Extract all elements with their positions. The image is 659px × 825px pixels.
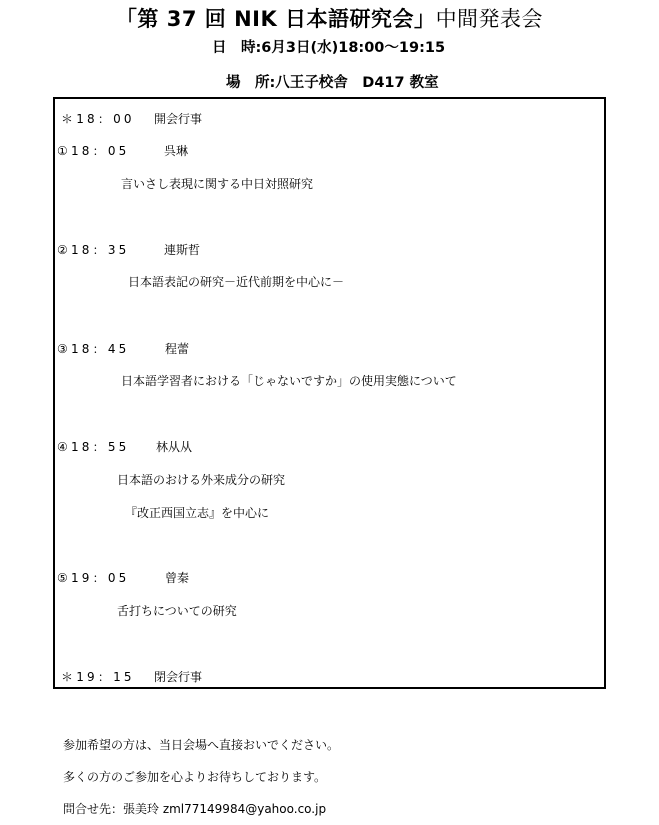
page-title — [0, 6, 659, 32]
closing-row — [61, 669, 203, 685]
talk-subtitle: 『改正西国立志』を中心に — [125, 506, 270, 520]
talk-time: ③18：45 — [57, 342, 130, 356]
talk-time: ⑤19：05 — [57, 571, 130, 585]
presenter-name: 連斯哲 — [164, 243, 201, 257]
presenter-name: 呉琳 — [164, 144, 189, 158]
presenter-name: 林从从 — [156, 440, 193, 454]
presenter-name: 程蕾 — [165, 342, 190, 356]
presenter-name: 曾秦 — [165, 571, 190, 585]
talk-time: ①18：05 — [57, 144, 130, 158]
talk-title: 日本語学習者における「じゃないですか」の使用実態について — [121, 374, 457, 388]
closing-label: 閉会行事 — [154, 670, 203, 684]
talk-title: 舌打ちについての研究 — [117, 604, 237, 618]
contact-line: 問合せ先：張美玲 zml77149984@yahoo.co.jp — [63, 802, 327, 816]
title-sub: 中間発表会 — [435, 7, 544, 31]
talk-time: ②18：35 — [57, 243, 130, 257]
date-time-line: 日 時:6月3日(水)18:00～19:15 — [212, 40, 446, 56]
attendance-note: 参加希望の方は、当日会場へ直接おいでください。 — [63, 738, 340, 752]
program-box — [53, 97, 606, 689]
opening-row — [61, 111, 203, 127]
opening-label: 開会行事 — [154, 112, 203, 126]
talk-title: 日本語表記の研究－近代前期を中心に－ — [128, 275, 345, 289]
talk-row-3 — [57, 341, 190, 357]
talk-row-2 — [57, 242, 201, 258]
talk-title: 日本語のおける外来成分の研究 — [117, 473, 286, 487]
talk-row-4 — [57, 439, 193, 455]
talk-time: ④18：55 — [57, 440, 130, 454]
talk-row-5 — [57, 570, 190, 586]
closing-time: ＊19：15 — [61, 670, 135, 684]
talk-row-1 — [57, 143, 189, 159]
opening-time: ＊18：00 — [61, 112, 135, 126]
talk-title: 言いさし表現に関する中日対照研究 — [121, 177, 314, 191]
invitation-note: 多くの方のご参加を心よりお待ちしております。 — [63, 770, 327, 784]
venue-line: 場 所:八王子校舎 D417 教室 — [226, 75, 439, 91]
title-main: 「第 37 回 NIK 日本語研究会」 — [115, 7, 436, 31]
